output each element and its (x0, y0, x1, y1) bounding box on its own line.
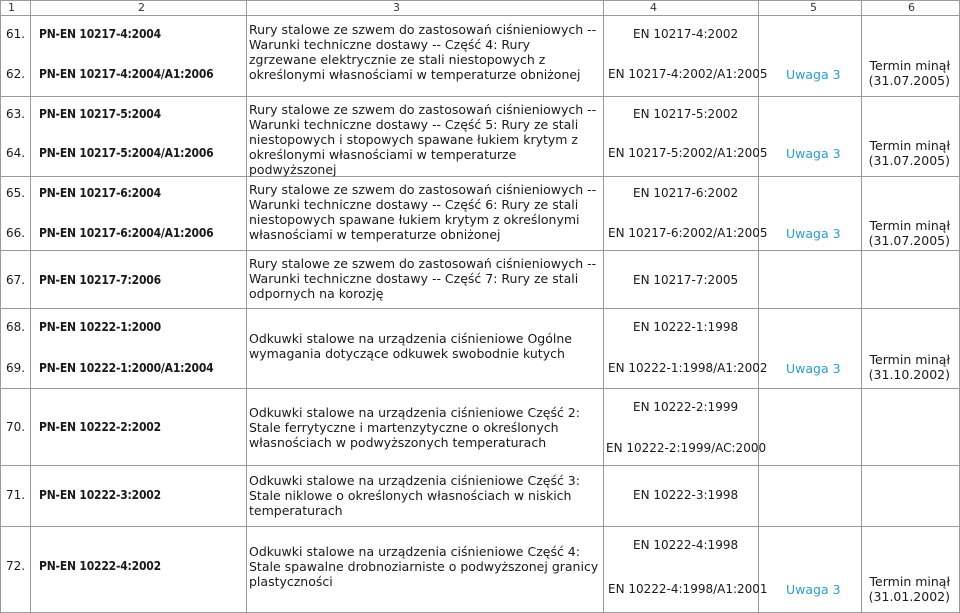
expiry-label: Termin minął (869, 574, 950, 589)
note-link[interactable]: Uwaga 3 (786, 67, 841, 82)
standard-title: Odkuwki stalowe na urządzenia ciśnieniowe Ogólne wymagania dotyczące odkuwek swobodnie kutych (249, 331, 572, 361)
standard-title: Odkuwki stalowe na urządzenia ciśnieniowe Część 3: Stale niklowe o określonych własnościach w niskich temperaturach (249, 473, 580, 518)
expiry-date: (31.10.2002) (868, 367, 950, 382)
note-link[interactable]: Uwaga 3 (786, 146, 841, 161)
row-number: 61. (6, 27, 26, 41)
expiry-label: Termin minął (869, 218, 950, 233)
expiry-date: (31.07.2005) (868, 233, 950, 248)
pn-standard-code: PN-EN 10217-4:2004 (39, 27, 161, 41)
standard-title: Odkuwki stalowe na urządzenia ciśnieniowe Część 2: Stale ferrytyczne i martenzytyczne o określonych własnościach w podwyższonych temperaturach (249, 405, 580, 450)
pn-standard-code: PN-EN 10222-3:2002 (39, 488, 161, 502)
en-standard-code: EN 10222-1:1998/A1:2002 (608, 361, 768, 375)
expiry-status (869, 352, 950, 382)
row-number: 67. (6, 273, 26, 287)
en-standard-code: EN 10217-6:2002/A1:2005 (608, 226, 768, 240)
note-link[interactable]: Uwaga 3 (786, 582, 841, 597)
en-standard-code: EN 10222-2:1999 (633, 400, 739, 414)
column-number-1: 1 (8, 1, 15, 14)
row-number: 70. (6, 420, 26, 434)
en-standard-code: EN 10217-5:2002/A1:2005 (608, 146, 768, 160)
en-standard-code: EN 10217-6:2002 (633, 186, 739, 200)
standard-title: Odkuwki stalowe na urządzenia ciśnieniowe Część 4: Stale spawalne drobnoziarniste o podwyższonej granicy plastyczności (249, 544, 599, 589)
note-link[interactable]: Uwaga 3 (786, 226, 841, 241)
column-number-3: 3 (393, 1, 400, 14)
pn-standard-code: PN-EN 10217-7:2006 (39, 273, 161, 287)
standard-title: Rury stalowe ze szwem do zastosowań ciśnieniowych -- Warunki techniczne dostawy -- Część 7: Rury ze stali odpornych na korozję (249, 256, 597, 301)
row-number: 69. (6, 361, 26, 375)
en-standard-code: EN 10222-3:1998 (633, 488, 739, 502)
column-header-row (0, 0, 960, 16)
row-number: 71. (6, 488, 26, 502)
row-number: 66. (6, 226, 26, 240)
column-number-2: 2 (138, 1, 145, 14)
en-standard-code: EN 10222-2:1999/AC:2000 (606, 441, 767, 455)
row-number: 72. (6, 559, 26, 573)
row-number: 64. (6, 146, 26, 160)
expiry-status (869, 138, 950, 168)
row-number: 68. (6, 320, 26, 334)
en-standard-code: EN 10222-4:1998/A1:2001 (608, 582, 768, 596)
en-standard-code: EN 10217-5:2002 (633, 107, 739, 121)
expiry-status (869, 58, 950, 88)
expiry-label: Termin minął (869, 352, 950, 367)
row-number: 65. (6, 186, 26, 200)
standard-title: Rury stalowe ze szwem do zastosowań ciśnieniowych -- Warunki techniczne dostawy -- Część 4: Rury zgrzewane elektrycznie ze stali niestopowych z określonymi własnościami w temperaturze obniżonej (249, 22, 597, 82)
expiry-label: Termin minął (869, 58, 950, 73)
standard-title: Rury stalowe ze szwem do zastosowań ciśnieniowych -- Warunki techniczne dostawy -- Część 6: Rury ze stali niestopowych spawane łukiem krytym z określonymi własnościami w temperaturze obniżonej (249, 182, 597, 242)
en-standard-code: EN 10217-7:2005 (633, 273, 739, 287)
pn-standard-code: PN-EN 10217-5:2004 (39, 107, 161, 121)
expiry-date: (31.01.2002) (868, 589, 950, 604)
pn-standard-code: PN-EN 10222-1:2000/A1:2004 (39, 361, 214, 375)
column-number-6: 6 (908, 1, 915, 14)
note-link[interactable]: Uwaga 3 (786, 361, 841, 376)
expiry-date: (31.07.2005) (868, 153, 950, 168)
pn-standard-code: PN-EN 10217-4:2004/A1:2006 (39, 67, 214, 81)
pn-standard-code: PN-EN 10222-1:2000 (39, 320, 161, 334)
pn-standard-code: PN-EN 10217-6:2004/A1:2006 (39, 226, 214, 240)
en-standard-code: EN 10222-1:1998 (633, 320, 739, 334)
pn-standard-code: PN-EN 10217-6:2004 (39, 186, 161, 200)
pn-standard-code: PN-EN 10222-2:2002 (39, 420, 161, 434)
column-number-4: 4 (650, 1, 657, 14)
expiry-status (869, 218, 950, 248)
row-number: 62. (6, 67, 26, 81)
en-standard-code: EN 10217-4:2002 (633, 27, 739, 41)
expiry-status (869, 574, 950, 604)
standard-title: Rury stalowe ze szwem do zastosowań ciśnieniowych -- Warunki techniczne dostawy -- Część 5: Rury ze stali niestopowych i stopowych spawane łukiem krytym z określonymi własnościami w temperaturze podwyższonej (249, 102, 597, 177)
row-number: 63. (6, 107, 26, 121)
en-standard-code: EN 10217-4:2002/A1:2005 (608, 67, 768, 81)
en-standard-code: EN 10222-4:1998 (633, 538, 739, 552)
expiry-date: (31.07.2005) (868, 73, 950, 88)
pn-standard-code: PN-EN 10222-4:2002 (39, 559, 161, 573)
expiry-label: Termin minął (869, 138, 950, 153)
column-number-5: 5 (810, 1, 817, 14)
pn-standard-code: PN-EN 10217-5:2004/A1:2006 (39, 146, 214, 160)
